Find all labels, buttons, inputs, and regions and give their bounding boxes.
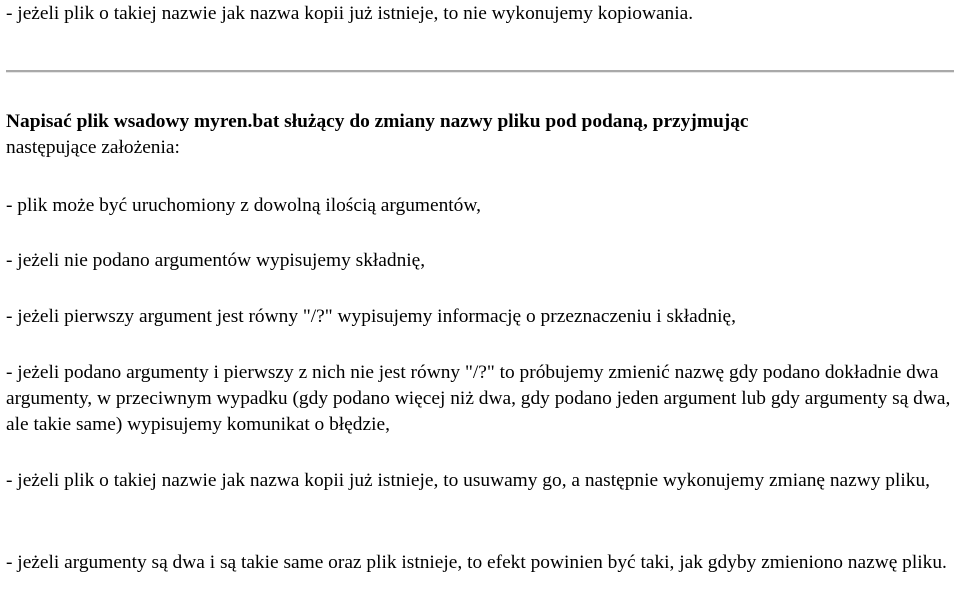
task-heading-bold: Napisać plik wsadowy myren.bat służący do zmiany nazwy pliku pod podaną, przyjmując <box>6 111 749 132</box>
top-line: - jeżeli plik o takiej nazwie jak nazwa kopii już istnieje, to nie wykonujemy kopiowania. <box>6 3 694 24</box>
horizontal-divider <box>6 70 954 73</box>
list-item: - jeżeli plik o takiej nazwie jak nazwa kopii już istnieje, to usuwamy go, a następnie wykonujemy zmianę nazwy pliku, <box>6 470 931 491</box>
list-item: - jeżeli argumenty są dwa i są takie same oraz plik istnieje, to efekt powinien być taki, jak gdyby zmieniono nazwę pliku. <box>6 552 947 573</box>
task-heading-rest: następujące założenia: <box>6 137 180 158</box>
list-item: - jeżeli pierwszy argument jest równy "/?" wypisujemy informację o przeznaczeniu i składnię, <box>6 306 736 327</box>
list-item: - plik może być uruchomiony z dowolną ilością argumentów, <box>6 195 481 216</box>
task-heading <box>6 109 954 161</box>
list-item: - jeżeli nie podano argumentów wypisujemy składnię, <box>6 250 426 271</box>
list-item: - jeżeli podano argumenty i pierwszy z nich nie jest równy "/?" to próbujemy zmienić nazwę gdy podano dokładnie dwa argumenty, w przeciwnym wypadku (gdy podano więcej niż dwa, gdy podano jeden argument lub gdy argumenty są dwa, ale takie same) wypisujemy komunikat o błędzie, <box>6 362 951 435</box>
